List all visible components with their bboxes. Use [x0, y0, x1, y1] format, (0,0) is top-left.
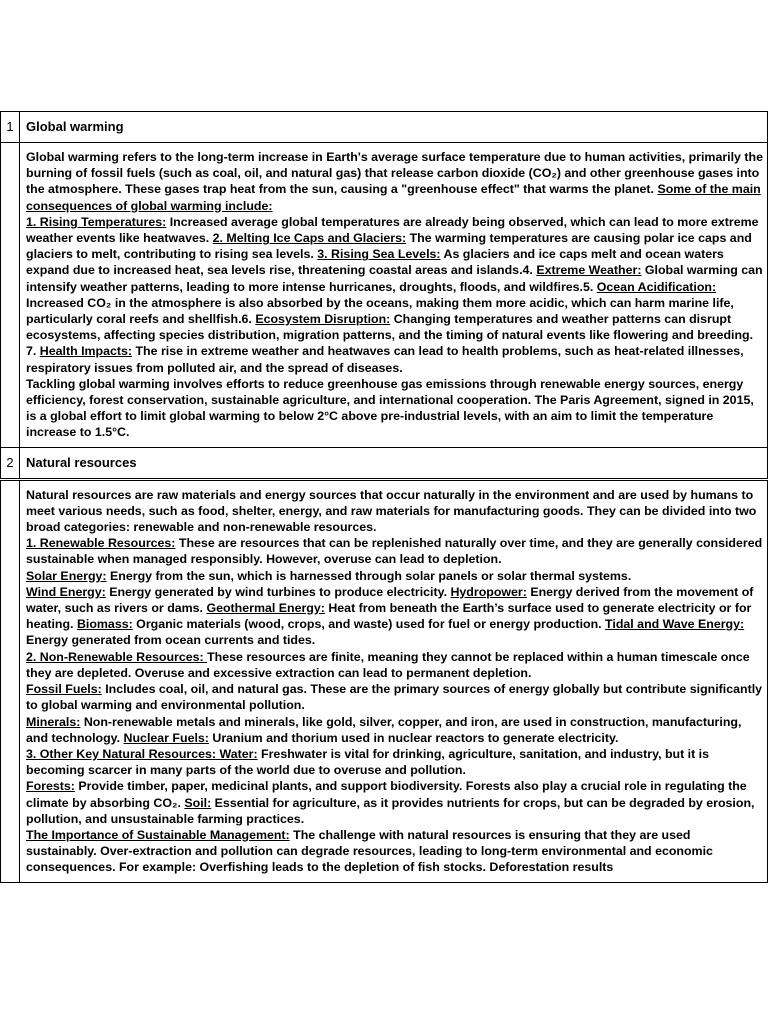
paragraph: [26, 681, 763, 713]
text-run: Energy generated from ocean currents and tides.: [26, 633, 316, 648]
section-1-title: Global warming: [20, 112, 768, 143]
paragraph: [26, 376, 763, 441]
underlined-heading: 1. Renewable Resources:: [26, 536, 176, 551]
paragraph: [26, 714, 763, 746]
section-2-title: Natural resources: [20, 447, 768, 479]
underlined-heading: Wind Energy:: [26, 584, 106, 599]
paragraph: [26, 487, 763, 536]
text-run: Non-renewable metals and minerals, like gold, silver, copper, and iron, are used in construction, manufacturing, and technology.: [26, 714, 742, 745]
text-run: As glaciers and ice caps melt and ocean waters expand due to increased heat, sea levels rise, threatening coastal areas and islands.4.: [26, 247, 724, 278]
section-1-number: 1: [1, 112, 20, 143]
text-run: Global warming refers to the long-term increase in Earth's average surface temperature due to human activities, primarily the burning of fossil fuels (such as coal, oil, and natural gas) that release carbon dioxide (CO₂) and other greenhouse gases into the atmosphere. These gases trap heat from the sun, causing a "greenhouse effect" that warms the planet.: [26, 150, 763, 197]
text-run: Tackling global warming involves efforts to reduce greenhouse gas emissions through renewable energy sources, energy efficiency, forest conservation, sustainable agriculture, and international cooperation. The Paris Agreement, signed in 2015, is a global effort to limit global warming to below 2°C above pre-industrial levels, with an aim to limit the temperature increase to 1.5°C.: [26, 376, 754, 440]
underlined-heading: Health Impacts:: [39, 344, 133, 359]
underlined-heading: 1. Rising Temperatures:: [26, 214, 167, 229]
underlined-heading: Some of the main consequences of global warming include:: [26, 182, 761, 213]
paragraph: [26, 649, 763, 681]
paragraph: [26, 568, 763, 584]
text-run: Uranium and thorium used in nuclear reactors to generate electricity.: [208, 730, 619, 745]
section-2-header-row: [1, 447, 768, 479]
underlined-heading: Geothermal Energy:: [206, 601, 325, 616]
section-1-number-blank: [1, 143, 20, 448]
text-run: Increased CO₂ in the atmosphere is also absorbed by the oceans, making them more acidic, which can harm marine life, particularly coral reefs and shellfish.6.: [26, 295, 734, 327]
paragraph: [26, 827, 763, 876]
text-run: Freshwater is vital for drinking, agriculture, sanitation, and industry, but it is becoming scarcer in many parts of the world due to overuse and pollution.: [26, 746, 710, 778]
underlined-heading: Hydropower:: [450, 584, 527, 599]
section-2-content: [20, 479, 768, 882]
paragraph: [26, 778, 763, 827]
text-run: Essential for agriculture, as it provides nutrients for crops, but can be degraded by erosion, pollution, and unsustainable farming practices.: [26, 795, 755, 826]
text-run: These are resources that can be replenished naturally over time, and they are generally considered sustainable when managed responsibly. However, overuse can lead to depletion.: [26, 536, 763, 567]
text-run: Increased average global temperatures are already being observed, which can lead to more extreme weather events like heatwaves.: [26, 214, 759, 246]
text-run: Energy generated by wind turbines to produce electricity.: [105, 584, 451, 599]
underlined-heading: Ecosystem Disruption:: [255, 312, 391, 327]
underlined-heading: 3. Other Key Natural Resources: Water:: [26, 746, 258, 761]
text-run: Natural resources are raw materials and energy sources that occur naturally in the environment and are used by humans to meet various needs, such as food, shelter, energy, and raw materials for manufacturing goods. They can be divided into two broad categories: renewable and non-renewable resources.: [26, 487, 757, 535]
text-run: Energy from the sun, which is harnessed through solar panels or solar thermal systems.: [106, 568, 632, 583]
document-table: [0, 111, 768, 883]
underlined-heading: Solar Energy:: [26, 568, 107, 583]
underlined-heading: 2. Non-Renewable Resources:: [26, 649, 208, 664]
underlined-heading: Biomass:: [76, 617, 133, 632]
text-run: These resources are finite, meaning they cannot be replaced within a human timescale once they are depleted. Overuse and excessive extraction can lead to permanent depletion.: [26, 649, 750, 680]
section-1-header-row: [1, 112, 768, 143]
underlined-heading: Soil:: [184, 795, 212, 810]
paragraph: [26, 746, 763, 778]
text-run: The rise in extreme weather and heatwaves can lead to health problems, such as heat-related illnesses, respiratory issues from polluted air, and the spread of diseases.: [26, 344, 744, 375]
underlined-heading: Nuclear Fuels:: [123, 730, 209, 745]
underlined-heading: The Importance of Sustainable Management:: [26, 827, 290, 842]
underlined-heading: Tidal and Wave Energy:: [605, 617, 745, 632]
underlined-heading: Minerals:: [26, 714, 81, 729]
text-run: The warming temperatures are causing polar ice caps and glaciers to melt, contributing to rising sea levels.: [26, 231, 752, 262]
underlined-heading: Fossil Fuels:: [26, 682, 102, 697]
text-run: Includes coal, oil, and natural gas. These are the primary sources of energy globally but contribute significantly to global warming and environmental pollution.: [26, 682, 763, 713]
paragraph: [26, 535, 763, 567]
section-1-content: [20, 143, 768, 448]
text-run: Heat from beneath the Earth’s surface used to generate electricity or for heating.: [26, 601, 752, 632]
section-1-content-row: [1, 143, 768, 448]
text-run: The challenge with natural resources is ensuring that they are used sustainably. Over-extraction and pollution can degrade resources, leading to long-term environmental and economic consequences. For example: Overfishing leads to the depletion of fish stocks. Deforestation results: [26, 827, 713, 875]
text-run: Organic materials (wood, crops, and waste) used for fuel or energy production.: [132, 617, 606, 632]
text-run: Global warming can intensify weather patterns, leading to more intense hurricanes, droughts, floods, and wildfires.5.: [26, 263, 763, 294]
underlined-heading: Forests:: [26, 779, 75, 794]
section-2-content-row: [1, 479, 768, 882]
underlined-heading: Extreme Weather:: [536, 263, 642, 278]
text-run: Energy derived from the movement of water, such as rivers or dams.: [26, 584, 754, 616]
underlined-heading: 2. Melting Ice Caps and Glaciers:: [212, 231, 407, 246]
underlined-heading: 3. Rising Sea Levels:: [317, 247, 441, 262]
text-run: Changing temperatures and weather patterns can disrupt ecosystems, affecting species distribution, migration patterns, and the timing of natural events like flowering and breeding. 7.: [26, 312, 754, 359]
paragraph: [26, 584, 763, 649]
section-2-number: 2: [1, 447, 20, 479]
underlined-heading: Ocean Acidification:: [596, 279, 717, 294]
section-2-number-blank: [1, 479, 20, 882]
paragraph: [26, 149, 763, 376]
text-run: Provide timber, paper, medicinal plants, and support biodiversity. Forests also play a crucial role in regulating the climate by absorbing CO₂.: [26, 779, 747, 810]
